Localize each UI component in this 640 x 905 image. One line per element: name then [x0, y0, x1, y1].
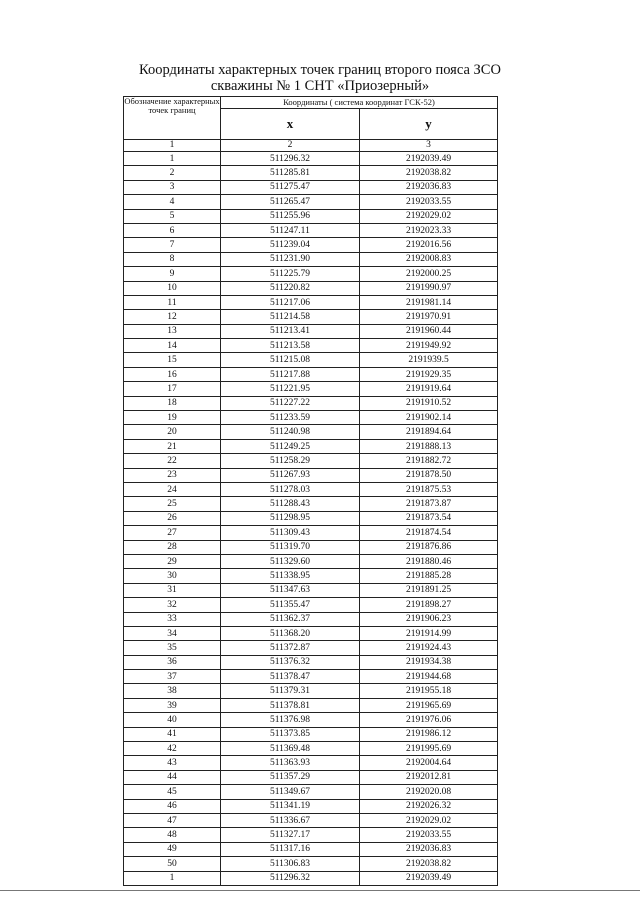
point-number-cell: 28 — [124, 540, 221, 554]
y-coordinate-cell: 2191882.72 — [360, 454, 498, 468]
point-number-cell: 2 — [124, 166, 221, 180]
table-row — [124, 813, 498, 827]
x-coordinate-cell: 511317.16 — [221, 842, 360, 856]
x-coordinate-cell: 511378.47 — [221, 670, 360, 684]
y-coordinate-cell: 2191914.99 — [360, 626, 498, 640]
x-coordinate-cell: 511347.63 — [221, 583, 360, 597]
x-coordinate-cell: 511213.41 — [221, 324, 360, 338]
y-coordinate-cell: 2192000.25 — [360, 267, 498, 281]
point-number-cell: 9 — [124, 267, 221, 281]
y-coordinate-cell: 2191906.23 — [360, 612, 498, 626]
table-row — [124, 554, 498, 568]
table-row — [124, 295, 498, 309]
x-coordinate-cell: 511225.79 — [221, 267, 360, 281]
column-number-2: 2 — [221, 140, 360, 152]
table-row — [124, 842, 498, 856]
table-row — [124, 655, 498, 669]
point-number-cell: 17 — [124, 382, 221, 396]
table-row — [124, 439, 498, 453]
table-row — [124, 727, 498, 741]
x-coordinate-cell: 511379.31 — [221, 684, 360, 698]
y-coordinate-cell: 2192029.02 — [360, 813, 498, 827]
y-coordinate-cell: 2191986.12 — [360, 727, 498, 741]
y-coordinate-cell: 2191970.91 — [360, 310, 498, 324]
x-coordinate-cell: 511249.25 — [221, 439, 360, 453]
point-number-cell: 19 — [124, 411, 221, 425]
x-coordinate-cell: 511368.20 — [221, 626, 360, 640]
table-row — [124, 267, 498, 281]
y-coordinate-cell: 2191902.14 — [360, 411, 498, 425]
y-coordinate-cell: 2192036.83 — [360, 842, 498, 856]
point-number-cell: 21 — [124, 439, 221, 453]
point-number-cell: 31 — [124, 583, 221, 597]
table-row — [124, 339, 498, 353]
x-coordinate-cell: 511217.88 — [221, 367, 360, 381]
point-number-cell: 38 — [124, 684, 221, 698]
table-row — [124, 468, 498, 482]
y-coordinate-cell: 2191965.69 — [360, 698, 498, 712]
table-row — [124, 641, 498, 655]
header-designation: Обозначение характерных точек границ — [124, 97, 221, 140]
point-number-cell: 15 — [124, 353, 221, 367]
y-coordinate-cell: 2191880.46 — [360, 554, 498, 568]
point-number-cell: 41 — [124, 727, 221, 741]
x-coordinate-cell: 511296.32 — [221, 871, 360, 885]
x-coordinate-cell: 511227.22 — [221, 396, 360, 410]
point-number-cell: 10 — [124, 281, 221, 295]
point-number-cell: 49 — [124, 842, 221, 856]
y-coordinate-cell: 2192016.56 — [360, 238, 498, 252]
point-number-cell: 44 — [124, 770, 221, 784]
point-number-cell: 5 — [124, 209, 221, 223]
point-number-cell: 43 — [124, 756, 221, 770]
x-coordinate-cell: 511357.29 — [221, 770, 360, 784]
y-coordinate-cell: 2192038.82 — [360, 857, 498, 871]
y-coordinate-cell: 2192020.08 — [360, 785, 498, 799]
y-coordinate-cell: 2192033.55 — [360, 195, 498, 209]
point-number-cell: 27 — [124, 526, 221, 540]
point-number-cell: 7 — [124, 238, 221, 252]
point-number-cell: 24 — [124, 482, 221, 496]
x-coordinate-cell: 511336.67 — [221, 813, 360, 827]
point-number-cell: 39 — [124, 698, 221, 712]
table-row — [124, 238, 498, 252]
y-coordinate-cell: 2192038.82 — [360, 166, 498, 180]
table-row — [124, 698, 498, 712]
column-number-3: 3 — [360, 140, 498, 152]
x-coordinate-cell: 511349.67 — [221, 785, 360, 799]
header-x: x — [221, 109, 360, 140]
table-row — [124, 367, 498, 381]
point-number-cell: 34 — [124, 626, 221, 640]
y-coordinate-cell: 2192023.33 — [360, 223, 498, 237]
y-coordinate-cell: 2191878.50 — [360, 468, 498, 482]
y-coordinate-cell: 2191924.43 — [360, 641, 498, 655]
x-coordinate-cell: 511215.08 — [221, 353, 360, 367]
table-row — [124, 324, 498, 338]
y-coordinate-cell: 2192026.32 — [360, 799, 498, 813]
table-row — [124, 223, 498, 237]
table-row — [124, 670, 498, 684]
header-coordinates: Координаты ( система координат ГСК-52) — [221, 97, 498, 109]
table-row — [124, 799, 498, 813]
point-number-cell: 46 — [124, 799, 221, 813]
y-coordinate-cell: 2192036.83 — [360, 180, 498, 194]
x-coordinate-cell: 511278.03 — [221, 482, 360, 496]
table-row — [124, 353, 498, 367]
y-coordinate-cell: 2191944.68 — [360, 670, 498, 684]
y-coordinate-cell: 2191875.53 — [360, 482, 498, 496]
point-number-cell: 23 — [124, 468, 221, 482]
point-number-cell: 4 — [124, 195, 221, 209]
x-coordinate-cell: 511217.06 — [221, 295, 360, 309]
point-number-cell: 22 — [124, 454, 221, 468]
x-coordinate-cell: 511376.98 — [221, 713, 360, 727]
point-number-cell: 13 — [124, 324, 221, 338]
table-row — [124, 281, 498, 295]
point-number-cell: 42 — [124, 742, 221, 756]
table-row — [124, 454, 498, 468]
point-number-cell: 16 — [124, 367, 221, 381]
point-number-cell: 36 — [124, 655, 221, 669]
point-number-cell: 35 — [124, 641, 221, 655]
x-coordinate-cell: 511369.48 — [221, 742, 360, 756]
y-coordinate-cell: 2192004.64 — [360, 756, 498, 770]
table-row — [124, 770, 498, 784]
x-coordinate-cell: 511258.29 — [221, 454, 360, 468]
table-row — [124, 684, 498, 698]
y-coordinate-cell: 2191939.5 — [360, 353, 498, 367]
table-row — [124, 526, 498, 540]
y-coordinate-cell: 2191873.87 — [360, 497, 498, 511]
y-coordinate-cell: 2191898.27 — [360, 598, 498, 612]
y-coordinate-cell: 2191995.69 — [360, 742, 498, 756]
point-number-cell: 1 — [124, 152, 221, 166]
point-number-cell: 30 — [124, 569, 221, 583]
x-coordinate-cell: 511255.96 — [221, 209, 360, 223]
y-coordinate-cell: 2192008.83 — [360, 252, 498, 266]
point-number-cell: 32 — [124, 598, 221, 612]
x-coordinate-cell: 511341.19 — [221, 799, 360, 813]
y-coordinate-cell: 2191955.18 — [360, 684, 498, 698]
y-coordinate-cell: 2192039.49 — [360, 152, 498, 166]
document-title-line1: Координаты характерных точек границ второго пояса ЗСО — [139, 62, 501, 78]
point-number-cell: 20 — [124, 425, 221, 439]
y-coordinate-cell: 2191976.06 — [360, 713, 498, 727]
y-coordinate-cell: 2191910.52 — [360, 396, 498, 410]
x-coordinate-cell: 511355.47 — [221, 598, 360, 612]
x-coordinate-cell: 511231.90 — [221, 252, 360, 266]
point-number-cell: 45 — [124, 785, 221, 799]
x-coordinate-cell: 511306.83 — [221, 857, 360, 871]
y-coordinate-cell: 2191885.28 — [360, 569, 498, 583]
table-row — [124, 569, 498, 583]
y-coordinate-cell: 2191929.35 — [360, 367, 498, 381]
table-row — [124, 713, 498, 727]
table-row — [124, 756, 498, 770]
table-row — [124, 742, 498, 756]
y-coordinate-cell: 2191960.44 — [360, 324, 498, 338]
table-row — [124, 195, 498, 209]
point-number-cell: 3 — [124, 180, 221, 194]
y-coordinate-cell: 2191990.97 — [360, 281, 498, 295]
table-row — [124, 482, 498, 496]
table-row — [124, 626, 498, 640]
page-bottom-rule — [0, 890, 640, 891]
y-coordinate-cell: 2192012.81 — [360, 770, 498, 784]
x-coordinate-cell: 511309.43 — [221, 526, 360, 540]
point-number-cell: 47 — [124, 813, 221, 827]
table-row — [124, 411, 498, 425]
y-coordinate-cell: 2191876.86 — [360, 540, 498, 554]
table-row — [124, 180, 498, 194]
point-number-cell: 48 — [124, 828, 221, 842]
x-coordinate-cell: 511362.37 — [221, 612, 360, 626]
x-coordinate-cell: 511233.59 — [221, 411, 360, 425]
y-coordinate-cell: 2191888.13 — [360, 439, 498, 453]
x-coordinate-cell: 511240.98 — [221, 425, 360, 439]
column-number-1: 1 — [124, 140, 221, 152]
point-number-cell: 50 — [124, 857, 221, 871]
table-body — [124, 152, 498, 886]
x-coordinate-cell: 511319.70 — [221, 540, 360, 554]
y-coordinate-cell: 2191891.25 — [360, 583, 498, 597]
y-coordinate-cell: 2191981.14 — [360, 295, 498, 309]
table-row — [124, 857, 498, 871]
x-coordinate-cell: 511239.04 — [221, 238, 360, 252]
x-coordinate-cell: 511213.58 — [221, 339, 360, 353]
table-row — [124, 511, 498, 525]
document-title-line2: скважины № 1 СНТ «Приозерный» — [210, 78, 430, 94]
point-number-cell: 12 — [124, 310, 221, 324]
point-number-cell: 37 — [124, 670, 221, 684]
x-coordinate-cell: 511288.43 — [221, 497, 360, 511]
point-number-cell: 25 — [124, 497, 221, 511]
point-number-cell: 11 — [124, 295, 221, 309]
x-coordinate-cell: 511214.58 — [221, 310, 360, 324]
y-coordinate-cell: 2192033.55 — [360, 828, 498, 842]
x-coordinate-cell: 511221.95 — [221, 382, 360, 396]
point-number-cell: 1 — [124, 871, 221, 885]
coordinates-table — [123, 96, 498, 886]
x-coordinate-cell: 511329.60 — [221, 554, 360, 568]
table-row — [124, 828, 498, 842]
x-coordinate-cell: 511378.81 — [221, 698, 360, 712]
x-coordinate-cell: 511338.95 — [221, 569, 360, 583]
x-coordinate-cell: 511285.81 — [221, 166, 360, 180]
point-number-cell: 6 — [124, 223, 221, 237]
table-row — [124, 152, 498, 166]
table-row — [124, 310, 498, 324]
point-number-cell: 33 — [124, 612, 221, 626]
table-row — [124, 209, 498, 223]
table-row — [124, 396, 498, 410]
table-row — [124, 871, 498, 885]
x-coordinate-cell: 511275.47 — [221, 180, 360, 194]
table-row — [124, 497, 498, 511]
x-coordinate-cell: 511372.87 — [221, 641, 360, 655]
point-number-cell: 29 — [124, 554, 221, 568]
table-row — [124, 612, 498, 626]
x-coordinate-cell: 511376.32 — [221, 655, 360, 669]
y-coordinate-cell: 2191874.54 — [360, 526, 498, 540]
table-row — [124, 382, 498, 396]
y-coordinate-cell: 2192039.49 — [360, 871, 498, 885]
table-row — [124, 425, 498, 439]
x-coordinate-cell: 511298.95 — [221, 511, 360, 525]
x-coordinate-cell: 511363.93 — [221, 756, 360, 770]
y-coordinate-cell: 2191919.64 — [360, 382, 498, 396]
x-coordinate-cell: 511247.11 — [221, 223, 360, 237]
table-row — [124, 583, 498, 597]
y-coordinate-cell: 2191894.64 — [360, 425, 498, 439]
header-y: y — [360, 109, 498, 140]
x-coordinate-cell: 511373.85 — [221, 727, 360, 741]
x-coordinate-cell: 511265.47 — [221, 195, 360, 209]
table-row — [124, 252, 498, 266]
y-coordinate-cell: 2191934.38 — [360, 655, 498, 669]
point-number-cell: 8 — [124, 252, 221, 266]
point-number-cell: 18 — [124, 396, 221, 410]
x-coordinate-cell: 511296.32 — [221, 152, 360, 166]
y-coordinate-cell: 2192029.02 — [360, 209, 498, 223]
y-coordinate-cell: 2191873.54 — [360, 511, 498, 525]
x-coordinate-cell: 511267.93 — [221, 468, 360, 482]
point-number-cell: 14 — [124, 339, 221, 353]
x-coordinate-cell: 511220.82 — [221, 281, 360, 295]
point-number-cell: 26 — [124, 511, 221, 525]
point-number-cell: 40 — [124, 713, 221, 727]
table-row — [124, 785, 498, 799]
y-coordinate-cell: 2191949.92 — [360, 339, 498, 353]
table-row — [124, 540, 498, 554]
table-row — [124, 166, 498, 180]
x-coordinate-cell: 511327.17 — [221, 828, 360, 842]
table-row — [124, 598, 498, 612]
